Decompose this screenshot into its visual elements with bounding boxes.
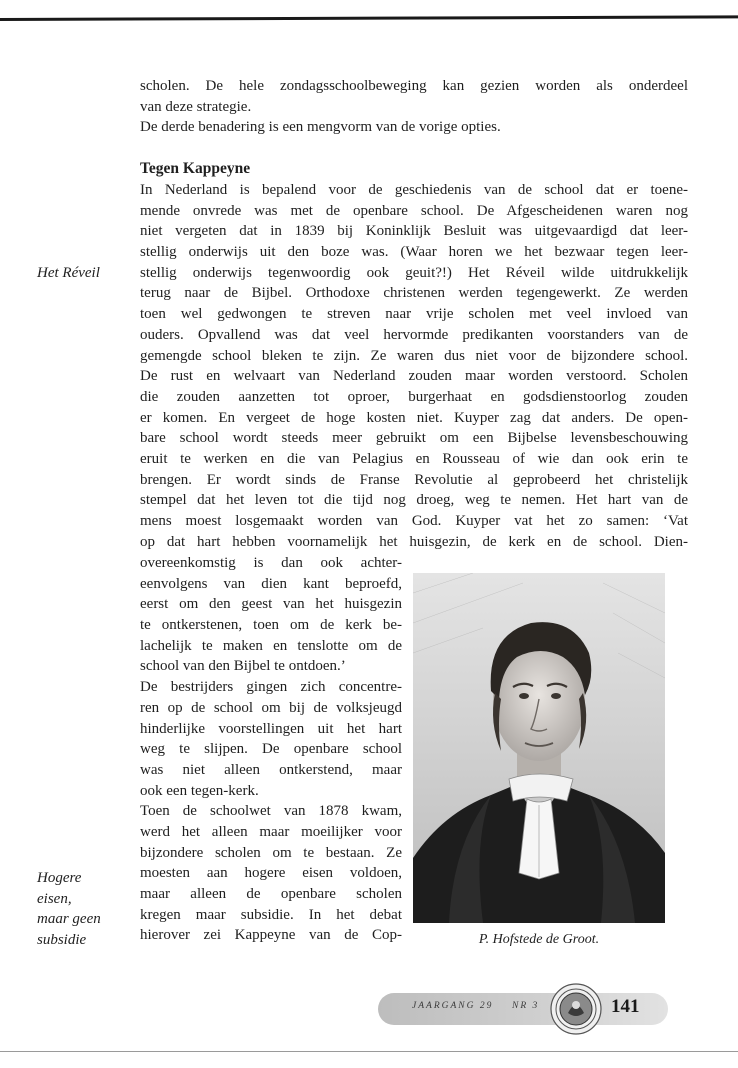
column-line: bijzondere scholen om te bestaan. Ze — [140, 844, 402, 861]
main-line: brengen. Er wordt sinds de Franse Revolutie al geprobeerd het christelijk — [140, 471, 688, 488]
page-number: 141 — [611, 996, 640, 1017]
intro-line: scholen. De hele zondagsschoolbeweging kan gezien worden als onderdeel — [140, 78, 688, 94]
top-rule — [0, 0, 738, 21]
portrait-caption: P. Hofstede de Groot. — [478, 932, 600, 947]
main-line: op dat hart hebben voornamelijk het huisgezin, de kerk en de school. Dien- — [140, 533, 688, 550]
bottom-rule — [0, 1051, 738, 1052]
column-line: te ontkerstenen, toen om de kerk be- — [140, 617, 402, 634]
journal-seal-icon — [550, 983, 602, 1035]
main-line: terug naar de Bijbel. Orthodoxe christenen werden tegengewerkt. Ze werden — [140, 285, 688, 302]
main-line: toen wel gedwongen te streven naar vrije scholen met veel invloed van — [140, 306, 688, 323]
column-line: moesten aan hogere eisen voldoen, — [140, 865, 402, 882]
intro-line: van deze strategie. — [140, 98, 252, 115]
column-line: eerst om den geest van het huisgezin — [140, 596, 402, 613]
column-paragraph — [140, 553, 402, 946]
volume-label: JAARGANG 29 — [412, 1001, 494, 1011]
column-line: eenvolgens van dien kant beproefd, — [140, 575, 402, 592]
main-line: niet vergeten dat in 1839 bij Koninklijk Besluit was uitgevaardigd dat leer- — [140, 223, 688, 240]
column-line: weg te slijpen. De openbare school — [140, 741, 402, 758]
column-line: hinderlijke voorstellingen uit het hart — [140, 720, 402, 737]
column-line: was niet alleen ontkerstend, maar — [140, 761, 402, 778]
margin-note-reveil: Het Réveil — [37, 265, 100, 281]
main-line: stempel dat het leven tot die tijd nog droeg, weg te nemen. Het hart van de — [140, 492, 688, 509]
margin-note-hogere-eisen — [37, 868, 101, 951]
main-line: er komen. En vergeet de hoge kosten niet. Kuyper zag dat anders. De open- — [140, 409, 688, 426]
main-line: eruit te werken en die van Pelagius en Rousseau of wie dan ook erin te — [140, 450, 688, 467]
portrait-engraving-icon — [413, 573, 665, 923]
main-line: stellig onderwijs uit den boze was. (Waar horen we het bezwaar tegen leer- — [140, 244, 688, 261]
main-line: In Nederland is bepalend voor de geschiedenis van de school dat er toene- — [140, 182, 688, 198]
main-line: stellig onderwijs tegenwoordig ook geuit?!) Het Réveil wilde uitdrukkelijk — [140, 264, 688, 281]
main-line: De rust en welvaart van Nederland zouden maar worden verstoord. Scholen — [140, 368, 688, 385]
column-line: maar alleen de openbare scholen — [140, 886, 402, 902]
section-heading: Tegen Kappeyne — [140, 160, 251, 177]
main-line: die zouden aanzetten tot oproer, burgerhaat en godsdienstoorlog zouden — [140, 388, 688, 405]
column-line: werd het alleen maar moeilijker voor — [140, 823, 402, 840]
intro-paragraph — [140, 76, 688, 138]
margin-note-line: maar geen — [37, 911, 101, 928]
margin-note-line: Hogere — [37, 870, 82, 886]
column-line: ren op de school om bij de volksjeugd — [140, 699, 402, 716]
column-line: lachelijk te maken en tenslotte om de — [140, 637, 402, 654]
column-line: ook een tegen-kerk. — [140, 782, 259, 799]
main-line: mens moest losgemaakt worden van God. Kuyper vat het zo samen: ‘Vat — [140, 513, 688, 529]
portrait-image — [413, 573, 665, 923]
margin-note-line: eisen, — [37, 890, 72, 907]
intro-line: De derde benadering is een mengvorm van de vorige opties. — [140, 119, 501, 136]
column-line: school van den Bijbel te ontdoen.’ — [140, 658, 346, 675]
main-paragraph — [140, 180, 688, 552]
column-line: Toen de schoolwet van 1878 kwam, — [140, 803, 402, 820]
main-line: ouders. Opvallend was dat veel hervormde predikanten voorstanders van de — [140, 326, 688, 343]
column-line: De bestrijders gingen zich concentre- — [140, 679, 402, 696]
main-line: gemengde school bleken te zijn. Ze waren dus niet voor de bijzondere school. — [140, 347, 688, 364]
column-line: kregen maar subsidie. In het debat — [140, 906, 402, 923]
main-line: bare school wordt steeds meer gebruikt om een Bijbelse levensbeschouwing — [140, 430, 688, 447]
column-line: overeenkomstig is dan ook achter- — [140, 555, 402, 571]
issue-label: NR 3 — [512, 1001, 540, 1011]
column-line: hierover zei Kappeyne van de Cop- — [140, 927, 402, 944]
margin-note-line: subsidie — [37, 932, 87, 949]
main-line: mende onvrede was met de openbare school. De Afgescheidenen waren nog — [140, 202, 688, 219]
